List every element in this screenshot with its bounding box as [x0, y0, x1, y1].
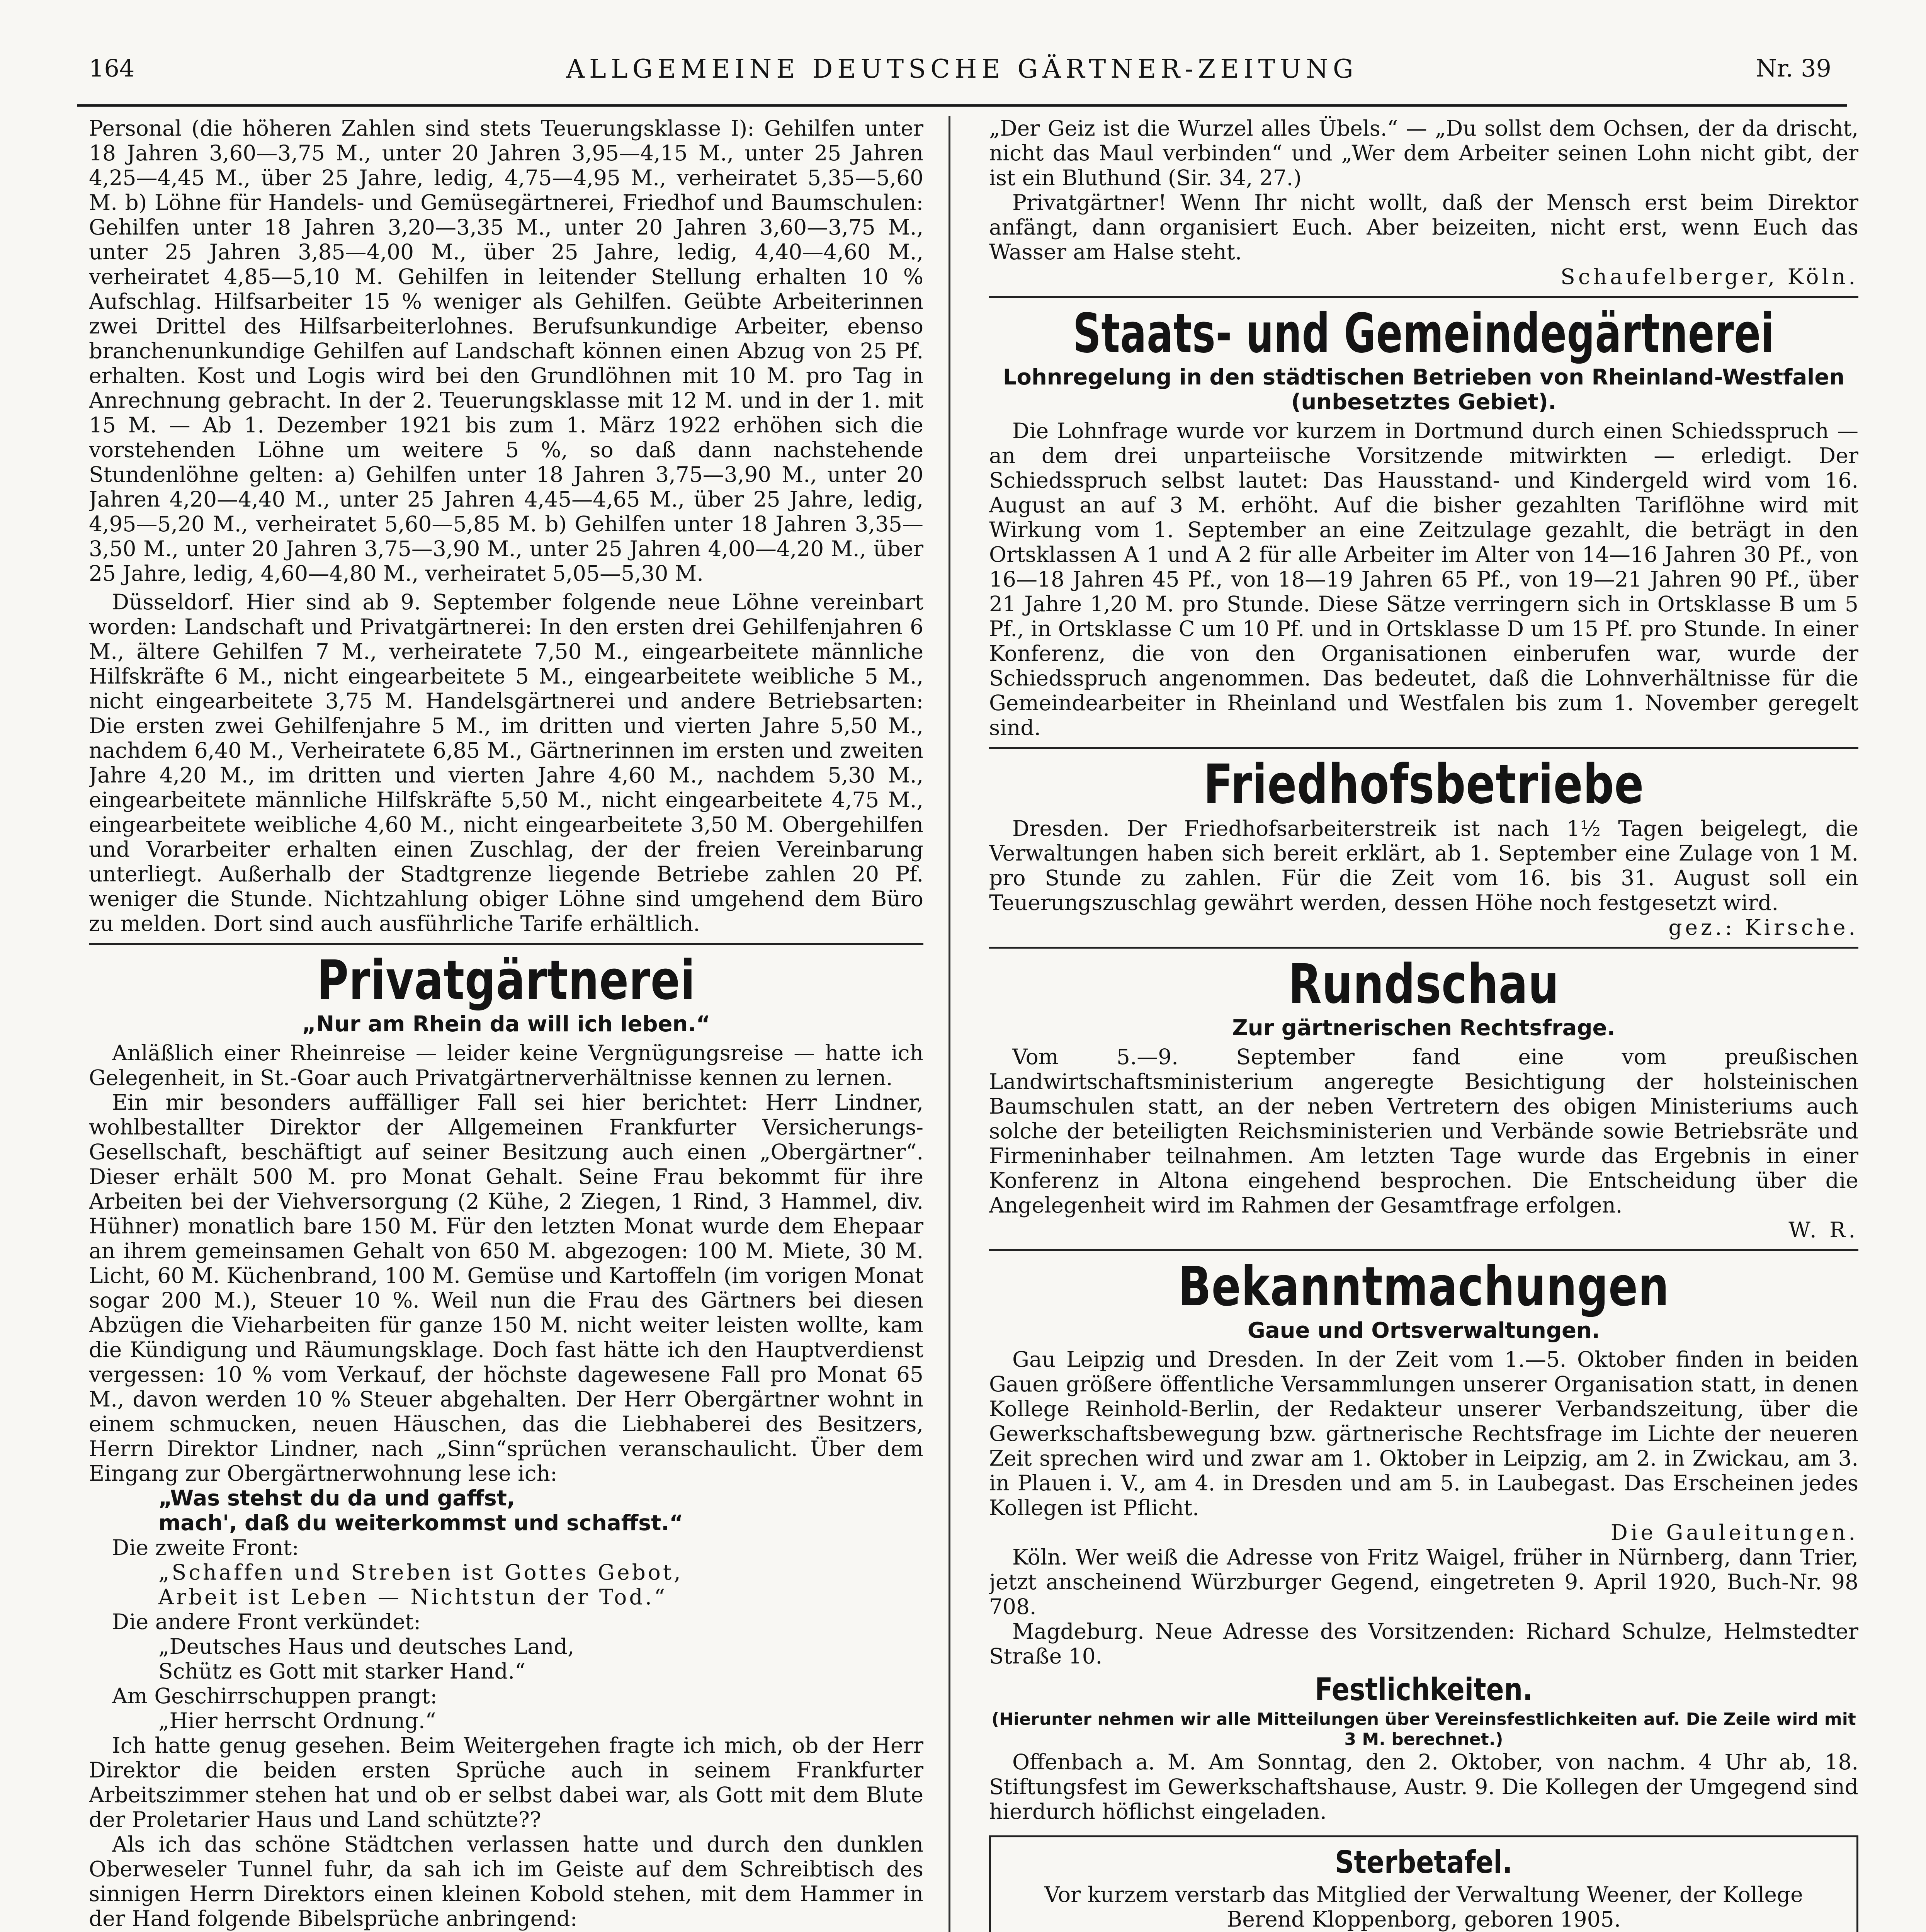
- shed-label: Am Geschirrschuppen prangt:: [112, 1684, 437, 1708]
- section-divider: [989, 947, 1858, 949]
- section-heading-rundschau: Rundschau: [1288, 953, 1559, 1016]
- section-divider: [989, 1249, 1858, 1251]
- front-label: Die zweite Front:: [112, 1535, 299, 1560]
- article-paragraph: Gau Leipzig und Dresden. In der Zeit vom 1.—5. Oktober finden in beiden Gauen größere öffentliche Versammlungen unserer Organisation statt, in denen Kollege Reinhold-Berlin, der Redakteur unserer Verbandszeitung, über die Gewerkschaftsbewegung bzw. gärtnerische Rechtsfrage im Lichte der neueren Zeit sprechen wird und zwar am 1. Oktober in Leipzig, am 2. in Zwickau, am 3. in Plauen i. V., am 4. in Dresden und am 5. in Laubegast. Das Erscheinen jedes Kollegen ist Pflicht.: [989, 1347, 1858, 1520]
- article-paragraph: Als ich das schöne Städtchen verlassen hatte und durch den dunklen Oberweseler Tunnel fuhr, da sah ich im Geiste auf dem Schreibtisch des sinnigen Herrn Direktors einen kleinen Kobold stehen, mit dem Hammer in der Hand folgende Bibelsprüche anbringend:: [89, 1832, 923, 1931]
- author-signature: Schaufelberger, Köln.: [1561, 264, 1858, 289]
- verse-line: Arbeit ist Leben — Nichtstun der Tod.“: [158, 1585, 668, 1609]
- verse-line: Schütz es Gott mit starker Hand.“: [158, 1659, 526, 1684]
- page-number: 164: [89, 54, 135, 82]
- article-paragraph: Ich hatte genug gesehen. Beim Weitergehen fragte ich mich, ob der Herr Direktor die beiden ersten Sprüche auch in seinem Frankfurter Arbeitszimmer stehen hat und ob er selbst dabei war, als Gott mit dem Blute der Proletarier Haus und Land schützte??: [89, 1733, 923, 1832]
- article-paragraph: Köln. Wer weiß die Adresse von Fritz Waigel, früher in Nürnberg, dann Trier, jetzt anscheinend Würzburger Gegend, eingetreten 9. April 1920, Buch-Nr. 98 708.: [989, 1545, 1858, 1619]
- verse-line: mach', daß du weiterkommst und schaffst.“: [158, 1510, 683, 1535]
- front-label: Die andere Front verkündet:: [112, 1609, 421, 1634]
- author-signature: gez.: Kirsche.: [1668, 915, 1858, 940]
- section-heading-sterbetafel: Sterbetafel.: [1335, 1844, 1513, 1880]
- article-subheading: Zur gärtnerischen Rechtsfrage.: [1232, 1015, 1615, 1041]
- festlichkeiten-note: (Hierunter nehmen wir alle Mitteilungen über Vereinsfestlichkeiten auf. Die Zeile wird mit 3 M. berechnet.): [991, 1709, 1856, 1749]
- section-heading-friedhof: Friedhofsbetriebe: [1203, 753, 1644, 816]
- article-subheading: Lohnregelung in den städtischen Betrieben von Rheinland-Westfalen (unbesetztes Gebiet).: [1003, 365, 1845, 415]
- article-paragraph: Vom 5.—9. September fand eine vom preußischen Landwirtschaftsministerium angeregte Besichtigung der holsteinischen Baumschulen statt, an der neben Vertretern des obigen Ministeriums auch solche der beteiligten Reichsministerien und Verbände sowie Betriebsräte und Firmeninhaber teilnahmen. Am letzten Tage wurde das Ergebnis in einer Konferenz in Altona eingehend besprochen. Die Entscheidung über die Angelegenheit wird im Rahmen der Gesamtfrage erfolgen.: [989, 1044, 1858, 1218]
- article-paragraph: Privatgärtner! Wenn Ihr nicht wollt, daß der Mensch erst beim Direktor anfängt, dann organisiert Euch. Aber beizeiten, nicht erst, wenn Euch das Wasser am Halse steht.: [989, 190, 1858, 264]
- left-column: [89, 116, 923, 1932]
- verse-line: „Deutsches Haus und deutsches Land,: [158, 1634, 575, 1659]
- section-heading-bekanntmachungen: Bekanntmachungen: [1178, 1255, 1669, 1318]
- article-paragraph: Ein mir besonders auffälliger Fall sei hier berichtet: Herr Lindner, wohlbestallter Direktor der Allgemeinen Frankfurter Versicherungs-Gesellschaft, beschäftigt auf seiner Besitzung auch einen „Obergärtner“. Dieser erhält 500 M. pro Monat Gehalt. Seine Frau bekommt für ihre Arbeiten bei der Viehversorgung (2 Kühe, 2 Ziegen, 1 Rind, 3 Hammel, div. Hühner) monatlich bare 150 M. Für den letzten Monat wurde dem Ehepaar an ihrem gemeinsamen Gehalt von 650 M. abgezogen: 100 M. Miete, 30 M. Licht, 60 M. Küchenbrand, 100 M. Gemüse und Kartoffeln (im vorigen Monat sogar 200 M.), Steuer 10 %. Weil nun die Frau des Gärtners bei diesen Abzügen die Vieharbeiten für ganze 150 M. nicht weiter leisten wollte, kam die Kündigung und Räumungsklage. Doch fast hätte ich den Hauptverdienst vergessen: 10 % vom Verkauf, der höchste dagewesene Fall pro Monat 65 M., davon werden 10 % Steuer abgehalten. Der Herr Obergärtner wohnt in einem schmucken, neuen Häuschen, das die Liebhaberei des Besitzers, Herrn Direktor Lindner, nach „Sinn“sprüchen veranschaulicht. Über dem Eingang zur Obergärtnerwohnung lese ich:: [89, 1090, 923, 1486]
- author-signature: W. R.: [1788, 1218, 1858, 1242]
- section-divider: [989, 296, 1858, 298]
- author-signature: Die Gauleitungen.: [1610, 1520, 1858, 1545]
- verse-line: „Hier herrscht Ordnung.“: [158, 1708, 436, 1733]
- column-divider: [949, 116, 950, 1932]
- article-paragraph: Die Lohnfrage wurde vor kurzem in Dortmund durch einen Schiedsspruch — an dem drei unparteiische Vorsitzende mitwirkten — erledigt. Der Schiedsspruch selbst lautet: Das Hausstand- und Kindergeld wird vom 16. August an auf 3 M. erhöht. Auf die bisher gezahlten Tariflöhne wird mit Wirkung vom 1. September an eine Zeitzulage gezahlt, die beträgt in den Ortsklassen A 1 und A 2 für alle Arbeiter im Alter von 14—16 Jahren 30 Pf., von 16—18 Jahren 45 Pf., von 18—19 Jahren 65 Pf., von 19—21 Jahren 90 Pf., über 21 Jahre 1,20 M. pro Stunde. Diese Sätze verringern sich in Ortsklasse B um 5 Pf., in Ortsklasse C um 10 Pf. und in Ortsklasse D um 15 Pf. pro Stunde. In einer Konferenz, die von den Organisationen einberufen war, wurde der Schiedsspruch angenommen. Das bedeutet, daß die Lohnverhältnisse für die Gemeindearbeiter in Rheinland und Westfalen bis zum 1. November geregelt sind.: [989, 418, 1858, 740]
- right-column: [989, 116, 1858, 1932]
- article-subheading: „Nur am Rhein da will ich leben.“: [302, 1012, 711, 1037]
- article-paragraph: Anläßlich einer Rheinreise — leider keine Vergnügungsreise — hatte ich Gelegenheit, in St.-Goar auch Privatgärtnerverhältnisse kennen zu lernen.: [89, 1041, 923, 1090]
- obituary-entry: Vor kurzem verstarb das Mitglied der Verwaltung Weener, der Kollege Berend Kloppenborg, geboren 1905.: [1044, 1882, 1803, 1932]
- article-continuation: „Der Geiz ist die Wurzel alles Übels.“ — „Du sollst dem Ochsen, der da drischt, nicht das Maul verbinden“ und „Wer dem Arbeiter seinen Lohn nicht gibt, der ist ein Bluthund (Sir. 34, 27.): [989, 116, 1858, 190]
- article-paragraph: Dresden. Der Friedhofsarbeiterstreik ist nach 1½ Tagen beigelegt, die Verwaltungen haben sich bereit erklärt, ab 1. September eine Zulage von 1 M. pro Stunde zu zahlen. Für die Zeit vom 16. bis 31. August soll ein Teuerungszuschlag gewährt werden, dessen Höhe noch festgesetzt wird.: [989, 816, 1858, 915]
- section-divider: [89, 943, 923, 945]
- section-heading-privatgaertnerei: Privatgärtnerei: [317, 949, 695, 1012]
- obituary-box: [989, 1835, 1858, 1932]
- wage-table-text: Personal (die höheren Zahlen sind stets Teuerungsklasse I): Gehilfen unter 18 Jahren 3,60—3,75 M., unter 20 Jahren 3,95—4,15 M., unter 25 Jahren 4,25—4,45 M., über 25 Jahre, ledig, 4,75—4,95 M., verheiratet 5,35—5,60 M. b) Löhne für Handels- und Gemüsegärtnerei, Friedhof und Baumschulen: Gehilfen unter 18 Jahren 3,20—3,35 M., unter 20 Jahren 3,60—3,75 M., unter 25 Jahren 3,85—4,00 M., über 25 Jahre, ledig, 4,40—4,60 M., verheiratet 4,85—5,10 M. Gehilfen in leitender Stellung erhalten 10 % Aufschlag. Hilfsarbeiter 15 % weniger als Gehilfen. Geübte Arbeiterinnen zwei Drittel des Hilfsarbeiterlohnes. Berufsunkundige Arbeiter, ebenso branchenunkundige Gehilfen auf Landschaft können einen Abzug von 25 Pf. erhalten. Kost und Logis wird bei den Grundlöhnen mit 10 M. pro Tag in Anrechnung gebracht. In der 2. Teuerungsklasse mit 12 M. und in der 1. mit 15 M. — Ab 1. Dezember 1921 bis zum 1. März 1922 erhöhen sich die vorstehenden Löhne um weitere 5 %, so daß dann nachstehende Stundenlöhne gelten: a) Gehilfen unter 18 Jahren 3,75—3,90 M., unter 20 Jahren 4,20—4,40 M., unter 25 Jahren 4,45—4,65 M., über 25 Jahre, ledig, 4,95—5,20 M., verheiratet 5,60—5,85 M. b) Gehilfen unter 18 Jahren 3,35—3,50 M., unter 20 Jahren 3,75—3,90 M., unter 25 Jahren 4,00—4,20 M., über 25 Jahre, ledig, 4,60—4,80 M., verheiratet 5,05—5,30 M.: [89, 116, 923, 586]
- verse-line: „Was stehst du da und gaffst,: [158, 1486, 515, 1510]
- article-paragraph: Magdeburg. Neue Adresse des Vorsitzenden: Richard Schulze, Helmstedter Straße 10.: [989, 1619, 1858, 1668]
- article-paragraph: Offenbach a. M. Am Sonntag, den 2. Oktober, von nachm. 4 Uhr ab, 18. Stiftungsfest im Gewerkschaftshause, Austr. 9. Die Kollegen der Umgegend sind hierdurch höflichst eingeladen.: [989, 1750, 1858, 1824]
- section-heading-staats: Staats- und Gemeindegärtnerei: [1073, 302, 1775, 365]
- duesseldorf-report: Düsseldorf. Hier sind ab 9. September folgende neue Löhne vereinbart worden: Landschaft und Privatgärtnerei: In den ersten drei Gehilfenjahren 6 M., ältere Gehilfen 7 M., verheiratete 7,50 M., eingearbeitete männliche Hilfskräfte 6 M., nicht eingearbeitete 5 M., eingearbeitete weibliche 5 M., nicht eingearbeitete 3,75 M. Handelsgärtnerei und andere Betriebsarten: Die ersten zwei Gehilfenjahre 5 M., im dritten und vierten Jahre 5,50 M., nachdem 6,40 M., Verheiratete 6,85 M., Gärtnerinnen im ersten und zweiten Jahre 4,20 M., im dritten und vierten Jahre 4,60 M., nachdem 5,30 M., eingearbeitete männliche Hilfskräfte 5,50 M., nicht eingearbeitete 4,75 M., eingearbeitete weibliche 4,60 M., nicht eingearbeitete 3,50 M. Obergehilfen und Vorarbeiter erhalten einen Zuschlag, der der freien Vereinbarung unterliegt. Außerhalb der Stadtgrenze liegende Betriebe zahlen 20 Pf. weniger die Stunde. Nichtzahlung obiger Löhne sind umgehend dem Büro zu melden. Dort sind auch ausführliche Tarife erhältlich.: [89, 590, 923, 936]
- section-divider: [989, 747, 1858, 749]
- page-header: [77, 46, 1847, 107]
- article-subheading: Gaue und Ortsverwaltungen.: [1247, 1318, 1600, 1343]
- section-heading-festlichkeiten: Festlichkeiten.: [1315, 1672, 1533, 1708]
- verse-line: „Schaffen und Streben ist Gottes Gebot,: [158, 1560, 683, 1585]
- publication-title: ALLGEMEINE DEUTSCHE GÄRTNER-ZEITUNG: [566, 54, 1358, 84]
- issue-number: Nr. 39: [1756, 54, 1831, 82]
